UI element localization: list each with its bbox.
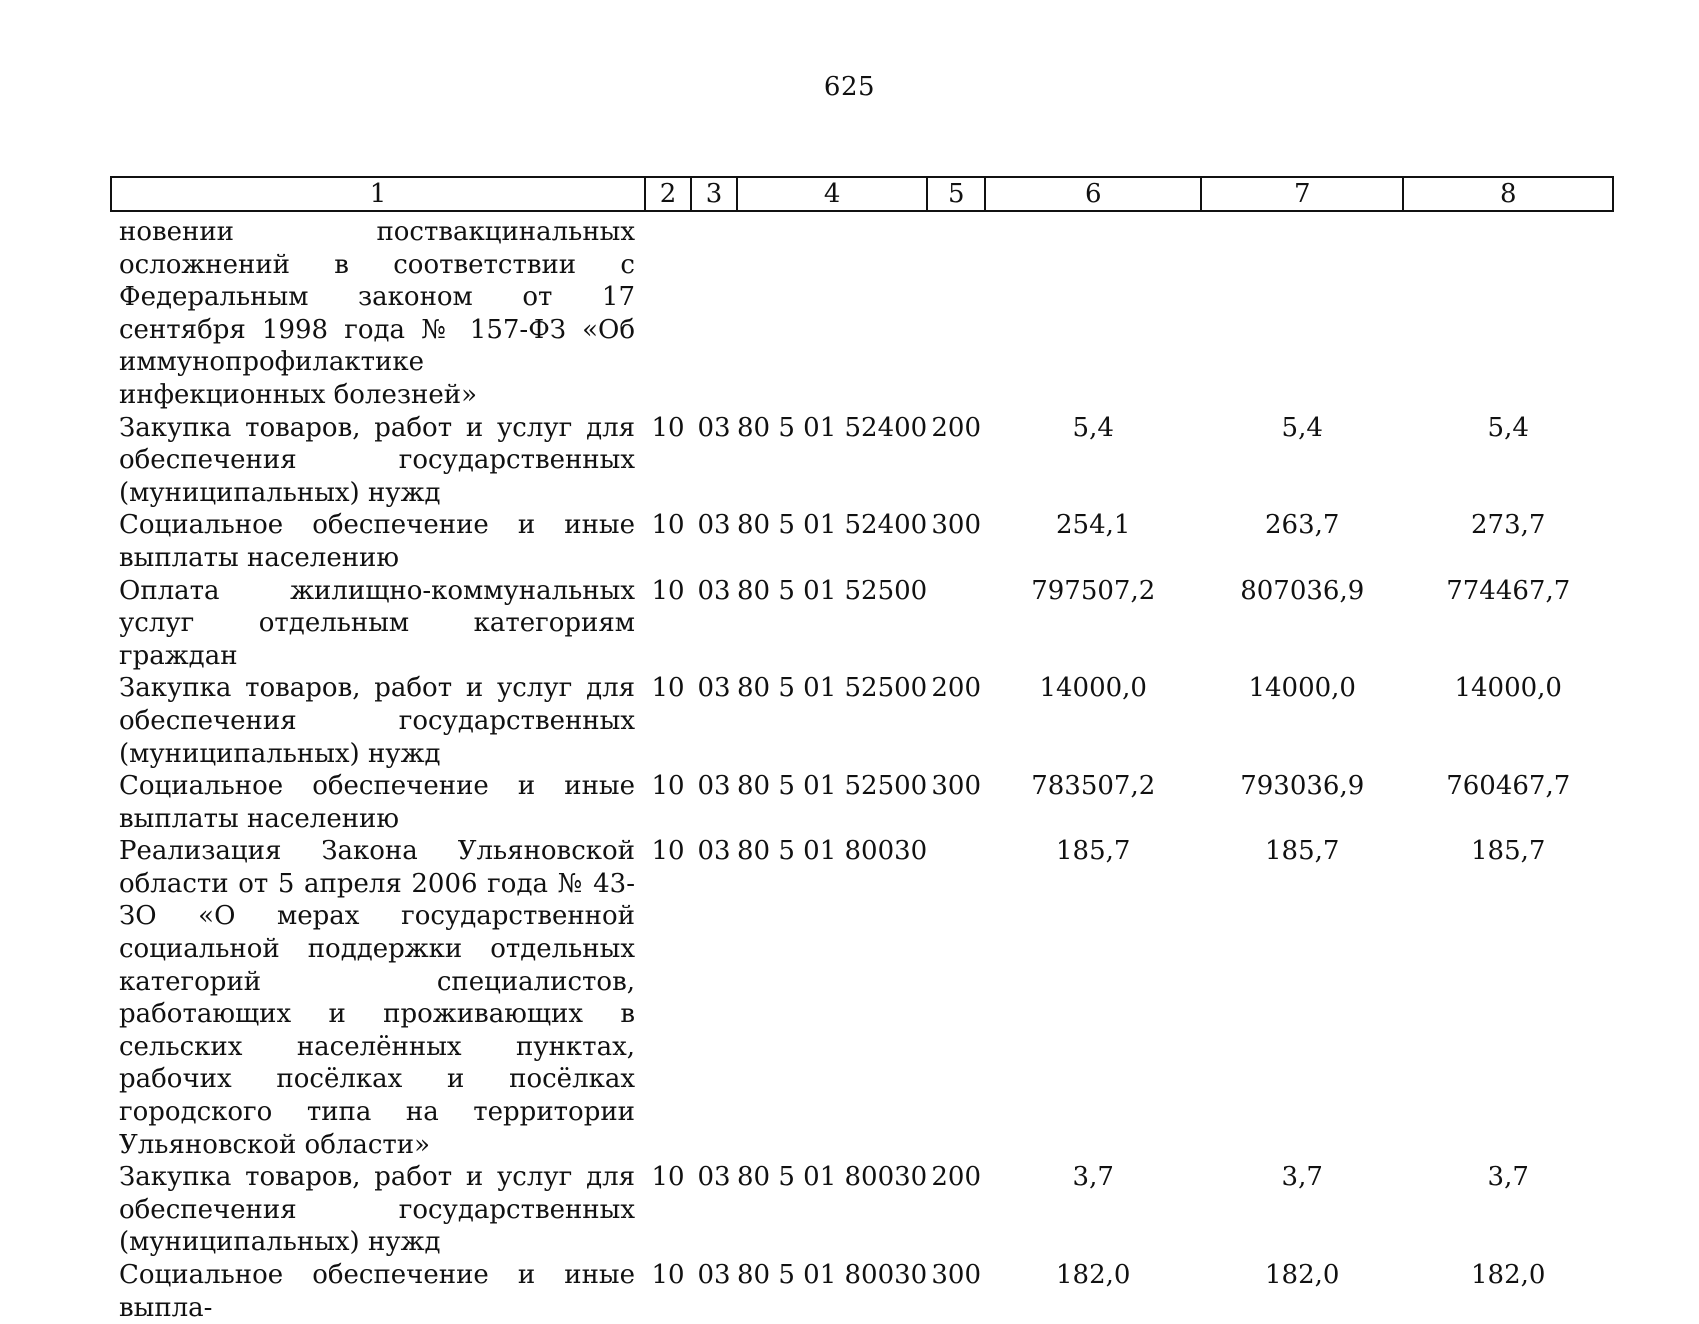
cell-subsection: 03 <box>697 836 731 867</box>
cell-value-8: 182,0 <box>1471 1260 1546 1290</box>
cell-subsection <box>691 211 737 412</box>
cell-value-6: 182,0 <box>1056 1260 1131 1290</box>
cell-section: 10 <box>651 771 685 802</box>
table-row <box>111 835 1613 1161</box>
col-header-2: 2 <box>645 177 691 211</box>
cell-target-code <box>737 211 927 412</box>
cell-subsection: 03 <box>697 412 731 443</box>
cell-target-code: 80 5 01 52400 <box>737 510 928 541</box>
cell-value-6: 783507,2 <box>1031 771 1156 802</box>
cell-expense-type: 300 <box>931 510 982 541</box>
cell-value-8: 5,4 <box>1487 412 1529 443</box>
col-header-5: 5 <box>927 177 985 211</box>
row-description: Закупка товаров, работ и услуг для обеспечения государственных (муниципальных) нужд <box>119 412 635 508</box>
cell-value-7: 793036,9 <box>1240 771 1365 802</box>
cell-expense-type: 300 <box>931 771 982 802</box>
cell-section: 10 <box>651 836 685 867</box>
col-header-3: 3 <box>691 177 737 211</box>
table-row <box>111 509 1613 574</box>
cell-value-8 <box>1403 211 1613 412</box>
header-row <box>111 177 1613 211</box>
page-number: 625 <box>823 72 876 102</box>
table-row <box>111 412 1613 510</box>
cell-value-8: 774467,7 <box>1446 575 1571 606</box>
cell-value-7: 185,7 <box>1265 836 1340 867</box>
cell-value-8: 760467,7 <box>1446 771 1571 802</box>
cell-target-code: 80 5 01 52500 <box>737 771 928 802</box>
cell-value-6: 5,4 <box>1072 412 1114 443</box>
row-description: Оплата жилищно-коммунальных услуг отдельным категориям граждан <box>119 575 635 671</box>
cell-section: 10 <box>651 412 685 443</box>
cell-value-6: 14000,0 <box>1039 673 1147 704</box>
cell-value-8: 3,7 <box>1487 1162 1529 1193</box>
budget-table <box>110 176 1614 1324</box>
cell-value-7: 807036,9 <box>1240 575 1365 606</box>
cell-expense-type: 300 <box>931 1260 982 1290</box>
col-header-4: 4 <box>737 177 927 211</box>
cell-value-8: 14000,0 <box>1454 673 1562 704</box>
cell-subsection: 03 <box>697 575 731 606</box>
cell-value-6: 185,7 <box>1056 836 1131 867</box>
table-row <box>111 211 1613 412</box>
cell-target-code: 80 5 01 80030 <box>737 1162 928 1193</box>
cell-value-8: 273,7 <box>1471 510 1546 541</box>
row-description: Закупка товаров, работ и услуг для обеспечения государственных (муниципальных) нужд <box>119 673 635 769</box>
cell-expense-type: 200 <box>931 1162 982 1193</box>
row-description: Социальное обеспечение и иные выпла- <box>119 1260 635 1323</box>
cell-section: 10 <box>651 1162 685 1193</box>
cell-value-7: 5,4 <box>1281 412 1323 443</box>
row-description: Реализация Закона Ульяновской области от 5 апреля 2006 года № 43-ЗО «О мерах государственной социальной поддержки отдельных категорий специалистов, работающих и проживающих в сельских населённых пунктах, рабочих посёлках и посёлках городского типа на территории Ульяновской области» <box>119 836 635 1160</box>
col-header-1: 1 <box>111 177 645 211</box>
cell-target-code: 80 5 01 52400 <box>737 412 928 443</box>
cell-target-code: 80 5 01 52500 <box>737 673 928 704</box>
cell-section: 10 <box>651 575 685 606</box>
cell-target-code: 80 5 01 52500 <box>737 575 928 606</box>
row-description: Социальное обеспечение и иные выплаты населению <box>119 510 635 573</box>
cell-target-code: 80 5 01 80030 <box>737 1260 928 1290</box>
table-row <box>111 575 1613 673</box>
cell-value-7 <box>1201 211 1403 412</box>
col-header-6: 6 <box>985 177 1201 211</box>
table-row <box>111 1259 1613 1324</box>
row-description: Социальное обеспечение и иные выплаты населению <box>119 771 635 834</box>
cell-subsection: 03 <box>697 771 731 802</box>
cell-expense-type: 200 <box>931 673 982 704</box>
cell-value-7: 3,7 <box>1281 1162 1323 1193</box>
row-description: новении поствакцинальных осложнений в соответствии с Федеральным законом от 17 сентября 1998 года № 157-ФЗ «Об иммунопрофилактике инфекционных болезней» <box>119 217 635 410</box>
cell-subsection: 03 <box>697 1162 731 1193</box>
col-header-8: 8 <box>1403 177 1613 211</box>
cell-value-7: 14000,0 <box>1248 673 1356 704</box>
cell-value-6: 254,1 <box>1056 510 1131 541</box>
cell-value-8: 185,7 <box>1471 836 1546 867</box>
table-row <box>111 770 1613 835</box>
cell-section: 10 <box>651 673 685 704</box>
cell-value-7: 182,0 <box>1265 1260 1340 1290</box>
cell-expense-type <box>927 575 985 673</box>
col-header-7: 7 <box>1201 177 1403 211</box>
cell-subsection: 03 <box>697 673 731 704</box>
cell-subsection: 03 <box>697 1260 731 1290</box>
cell-value-6: 797507,2 <box>1031 575 1156 606</box>
cell-section: 10 <box>651 510 685 541</box>
cell-value-6 <box>985 211 1201 412</box>
cell-value-6: 3,7 <box>1072 1162 1114 1193</box>
cell-target-code: 80 5 01 80030 <box>737 836 928 867</box>
cell-expense-type <box>927 835 985 1161</box>
cell-subsection: 03 <box>697 510 731 541</box>
cell-expense-type <box>927 211 985 412</box>
cell-section <box>645 211 691 412</box>
row-description: Закупка товаров, работ и услуг для обеспечения государственных (муниципальных) нужд <box>119 1162 635 1258</box>
table-row <box>111 672 1613 770</box>
cell-expense-type: 200 <box>931 412 982 443</box>
table-row <box>111 1161 1613 1259</box>
cell-value-7: 263,7 <box>1265 510 1340 541</box>
cell-section: 10 <box>651 1260 685 1290</box>
